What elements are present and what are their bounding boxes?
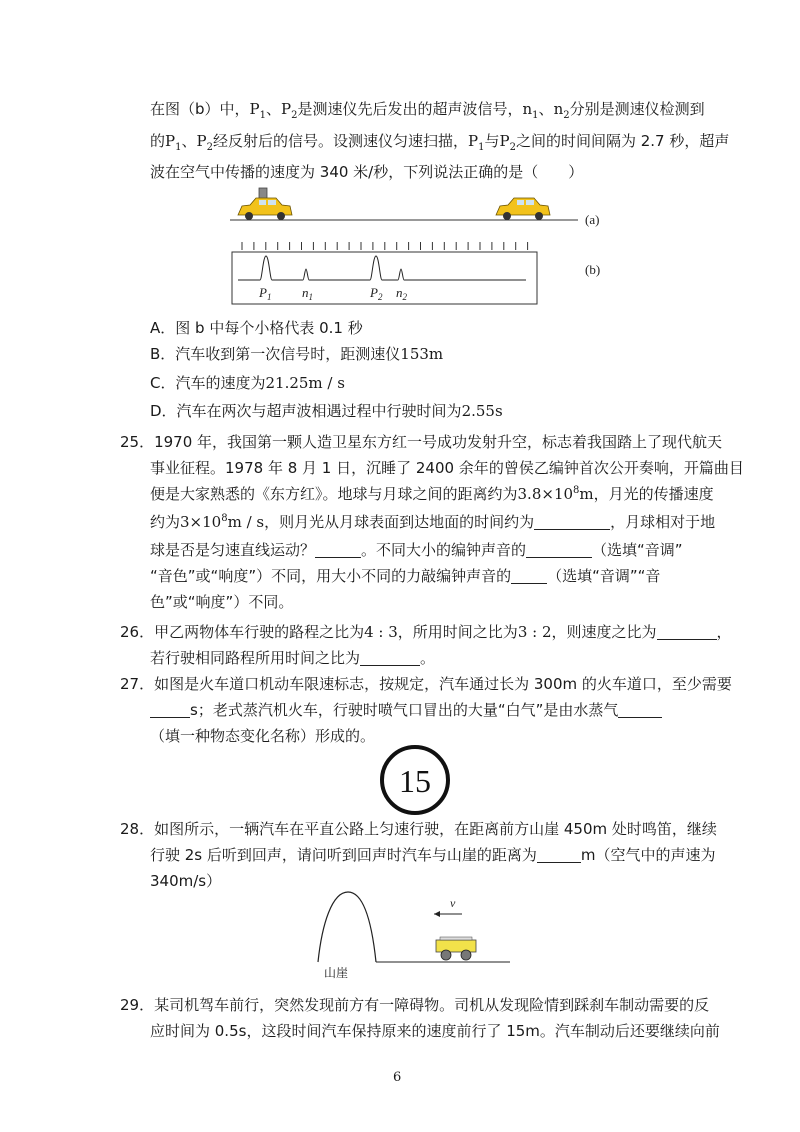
q25-blank-time[interactable]	[534, 513, 610, 530]
label-b: (b)	[585, 262, 601, 277]
scale-ticks	[242, 242, 528, 250]
cliff-label: 山崖	[324, 966, 349, 980]
q25-line-2: 事业征程。1978 年 8 月 1 日，沉睡了 2400 余年的曾侯乙编钟首次公开奏响，开篇曲目	[150, 459, 744, 477]
q27-number: 27．	[120, 675, 155, 693]
label-p2: $P_2$	[370, 285, 383, 302]
q24-option-b: B．汽车收到第一次信号时，距测速仪153m	[150, 345, 444, 363]
page-number: 6	[393, 1070, 402, 1085]
speed-limit-sign	[370, 740, 460, 820]
q27-line-1: 27．如图是火车道口机动车限速标志，按规定，汽车通过长为 300m 的火车道口，至少需要	[120, 675, 732, 693]
q25-line-7: 色”或“响度”）不同。	[150, 593, 294, 611]
q25-line-1: 25．1970 年，我国第一颗人造卫星东方红一号成功发射升空，标志着我国踏上了现代航天	[120, 433, 723, 451]
car-1-icon	[238, 198, 292, 220]
q26-number: 26．	[120, 623, 155, 641]
q28-number: 28．	[120, 820, 155, 838]
q27-blank-time[interactable]	[150, 701, 190, 718]
q26-line-2: 若行驶相同路程所用时间之比为 。	[150, 649, 436, 667]
q27-line-3: （填一种物态变化名称）形成的。	[150, 727, 376, 745]
q26-line-1: 26．甲乙两物体车行驶的路程之比为4 : 3，所用时间之比为3 : 2，则速度之比为 ，	[120, 623, 732, 641]
q28-line-2: 行驶 2s 后听到回声，请问听到回声时汽车与山崖的距离为 m（空气中的声速为	[150, 846, 716, 864]
cliff-outline	[318, 892, 376, 962]
q29-number: 29．	[120, 996, 155, 1014]
q25-blank-motion[interactable]	[315, 541, 361, 558]
q25-line-3: 便是大家熟悉的《东方红》。地球与月球之间的距离约为$3.8\times 10^8m$，月光的传播速度	[150, 485, 714, 503]
sign-number: 15	[399, 763, 431, 799]
q28-line-1: 28．如图所示，一辆汽车在平直公路上匀速行驶，在距离前方山崖 450m 处时鸣笛，继续	[120, 820, 717, 838]
q26-blank-time-ratio[interactable]	[360, 649, 420, 666]
q25-blank-property-2[interactable]	[511, 567, 547, 584]
velocity-label: v	[450, 896, 456, 910]
q25-line-6: “音色”或“响度”）不同，用大小不同的力敲编钟声音的 （选填“音调”“音	[150, 567, 661, 585]
q24-option-d: D．汽车在两次与超声波相遇过程中行驶时间为2.55s	[150, 402, 503, 420]
label-a: (a)	[585, 212, 600, 227]
q28-blank-distance[interactable]	[537, 846, 581, 863]
label-p1: $P_1$	[259, 285, 272, 302]
car-2-icon	[496, 198, 550, 220]
q27-line-2: s；老式蒸汽机火车，行驶时喷气口冒出的大量“白气”是由水蒸气	[150, 700, 662, 720]
label-n1: $n_1$	[302, 285, 313, 302]
q25-blank-property-1[interactable]	[526, 541, 592, 558]
scanner-panel	[232, 252, 537, 304]
q24-line-2: 的$P_1$、$P_2$经反射后的信号。设测速仪匀速扫描，$P_1$与$P_2$之间的时间间隔为 2.7 秒，超声	[150, 132, 730, 153]
q25-line-4: 约为$3\times 10^8m / s$，则月光从月球表面到达地面的时间约为 ，月球相对于地	[150, 513, 716, 531]
q27-blank-phase-change[interactable]	[618, 701, 662, 718]
q29-line-1: 29．某司机驾车前行，突然发现前方有一障碍物。司机从发现险情到踩刹车制动需要的反	[120, 996, 710, 1014]
q24-option-a: A．图 b 中每个小格代表 0.1 秒	[150, 319, 363, 337]
signal-trace	[238, 256, 526, 280]
q28-line-3: 340m/s）	[150, 872, 222, 890]
q28-figure	[310, 884, 520, 980]
q24-figure	[228, 184, 608, 309]
label-n2: $n_2$	[396, 285, 407, 302]
q25-number: 25．	[120, 433, 155, 451]
q24-option-c: C．汽车的速度为21.25m / s	[150, 374, 345, 392]
q24-line-1: 在图（b）中，$P_1$、$P_2$是测速仪先后发出的超声波信号，$n_1$、$n_2$分别是测速仪检测到	[150, 100, 705, 121]
car-icon	[436, 937, 476, 960]
q24-line-3: 波在空气中传播的速度为 340 米/秒，下列说法正确的是（ ）	[150, 163, 584, 181]
q25-line-5: 球是否是匀速直线运动？ 。不同大小的编钟声音的 （选填“音调”	[150, 541, 683, 559]
q26-blank-speed-ratio[interactable]	[657, 623, 717, 640]
q29-line-2: 应时间为 0.5s，这段时间汽车保持原来的速度前行了 15m。汽车制动后还要继续向前	[150, 1022, 720, 1040]
